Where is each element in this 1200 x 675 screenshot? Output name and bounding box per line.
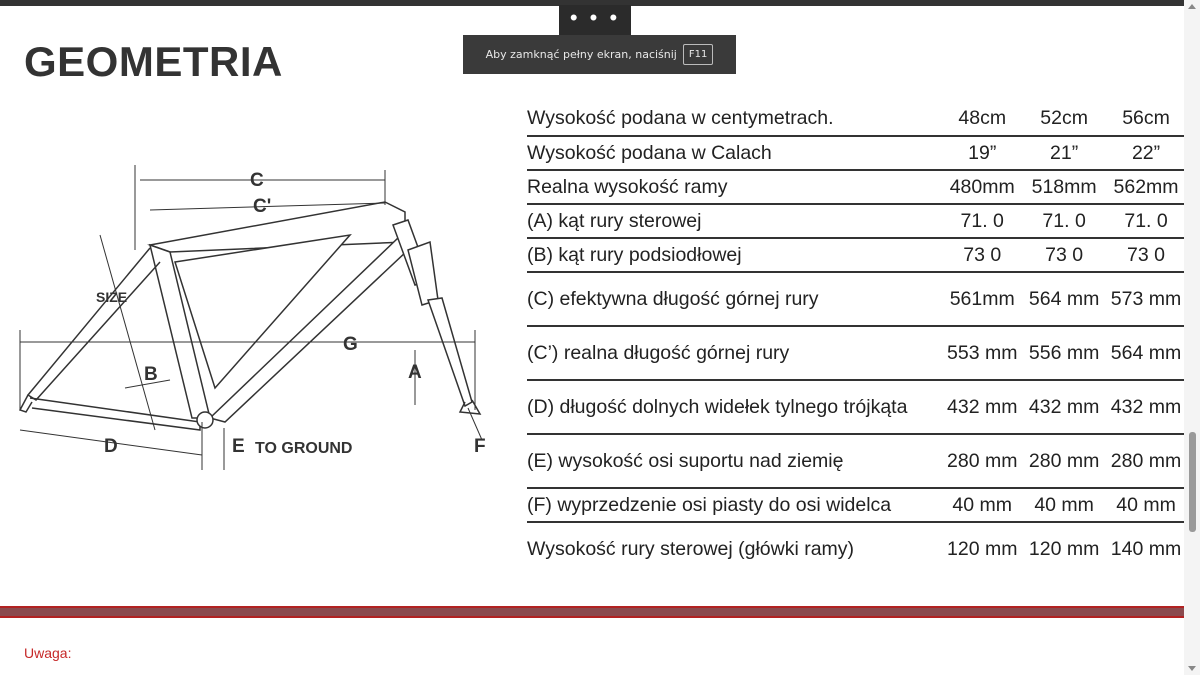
dim-label-to-ground: TO GROUND	[255, 440, 353, 457]
dim-label-e: E	[232, 436, 245, 457]
row-label: (C) efektywna długość górnej rury	[527, 272, 941, 326]
fullscreen-menu-handle[interactable]: • • •	[559, 5, 631, 42]
row-label: (D) długość dolnych widełek tylnego trójkąta	[527, 380, 941, 434]
row-label: Wysokość podana w centymetrach.	[527, 102, 941, 136]
size-value-cell: 564 mm	[1105, 326, 1187, 380]
size-value-cell: 52cm	[1023, 102, 1105, 136]
size-value-cell: 40 mm	[941, 488, 1023, 522]
table-row	[527, 238, 1187, 272]
f11-key-badge: F11	[683, 44, 713, 65]
table-row	[527, 434, 1187, 488]
size-value-cell: 73 0	[1105, 238, 1187, 272]
geometry-table	[527, 102, 1187, 576]
bottom-bracket	[197, 412, 213, 428]
row-label: (B) kąt rury podsiodłowej	[527, 238, 941, 272]
size-value-cell: 432 mm	[1023, 380, 1105, 434]
row-label: (F) wyprzedzenie osi piasty do osi widelca	[527, 488, 941, 522]
size-value-cell: 432 mm	[1105, 380, 1187, 434]
row-label: (A) kąt rury sterowej	[527, 204, 941, 238]
dim-label-g: G	[343, 334, 358, 355]
dim-label-c: C	[250, 170, 264, 191]
dim-label-f: F	[474, 436, 486, 457]
section-divider	[0, 606, 1184, 618]
size-value-cell: 48cm	[941, 102, 1023, 136]
frame-geometry-diagram	[10, 150, 510, 480]
row-label: Realna wysokość ramy	[527, 170, 941, 204]
dim-label-a: A	[408, 362, 422, 383]
scroll-thumb[interactable]	[1189, 432, 1196, 532]
size-value-cell: 73 0	[1023, 238, 1105, 272]
row-label: Wysokość podana w Calach	[527, 136, 941, 170]
size-value-cell: 22”	[1105, 136, 1187, 170]
table-row	[527, 380, 1187, 434]
vertical-scrollbar[interactable]	[1184, 0, 1200, 675]
fullscreen-exit-toast	[463, 35, 736, 74]
table-row	[527, 204, 1187, 238]
note-label: Uwaga:	[24, 645, 72, 661]
size-value-cell: 71. 0	[941, 204, 1023, 238]
dim-label-b: B	[144, 364, 158, 385]
size-value-cell: 573 mm	[1105, 272, 1187, 326]
size-value-cell: 280 mm	[1023, 434, 1105, 488]
size-value-cell: 562mm	[1105, 170, 1187, 204]
row-label: (C’) realna długość górnej rury	[527, 326, 941, 380]
size-value-cell: 120 mm	[947, 538, 1018, 560]
size-value-cell: 56cm	[1105, 102, 1187, 136]
size-value-cell: 19”	[941, 136, 1023, 170]
dim-label-d: D	[104, 436, 118, 457]
size-value-cell: 480mm	[941, 170, 1023, 204]
size-value-cell: 561mm	[941, 272, 1023, 326]
chain-stay	[30, 398, 200, 430]
table-row	[527, 170, 1187, 204]
size-value-cell: 280 mm	[1105, 434, 1187, 488]
row-label: Wysokość rury sterowej (główki ramy)	[527, 538, 855, 560]
scroll-up-icon[interactable]	[1188, 4, 1196, 9]
page-title: GEOMETRIA	[24, 38, 283, 85]
size-value-cell: 556 mm	[1023, 326, 1105, 380]
table-row	[527, 136, 1187, 170]
dim-label-c-prime: C'	[253, 196, 272, 217]
size-value-cell: 40 mm	[1105, 488, 1187, 522]
size-value-cell: 71. 0	[1105, 204, 1187, 238]
table-row	[527, 488, 1187, 522]
table-row	[527, 272, 1187, 326]
fork	[428, 298, 472, 406]
size-value-cell: 564 mm	[1023, 272, 1105, 326]
size-value-cell: 73 0	[941, 238, 1023, 272]
size-value-cell: 140 mm	[1110, 538, 1182, 560]
size-value-cell: 280 mm	[941, 434, 1023, 488]
size-value-cell: 40 mm	[1023, 488, 1105, 522]
table-row	[527, 522, 1187, 576]
scroll-down-icon[interactable]	[1188, 666, 1196, 671]
size-value-cell: 71. 0	[1023, 204, 1105, 238]
dim-label-size: SIZE	[96, 289, 128, 305]
table-row	[527, 326, 1187, 380]
table-row	[527, 102, 1187, 136]
fullscreen-toast-text: Aby zamknąć pełny ekran, naciśnij	[485, 48, 677, 61]
size-value-cell: 553 mm	[941, 326, 1023, 380]
top-tube	[150, 202, 405, 252]
size-value-cell: 120 mm	[1028, 538, 1100, 560]
size-value-cell: 432 mm	[941, 380, 1023, 434]
row-label: (E) wysokość osi suportu nad ziemię	[527, 434, 941, 488]
size-value-cell: 21”	[1023, 136, 1105, 170]
size-value-cell: 518mm	[1023, 170, 1105, 204]
